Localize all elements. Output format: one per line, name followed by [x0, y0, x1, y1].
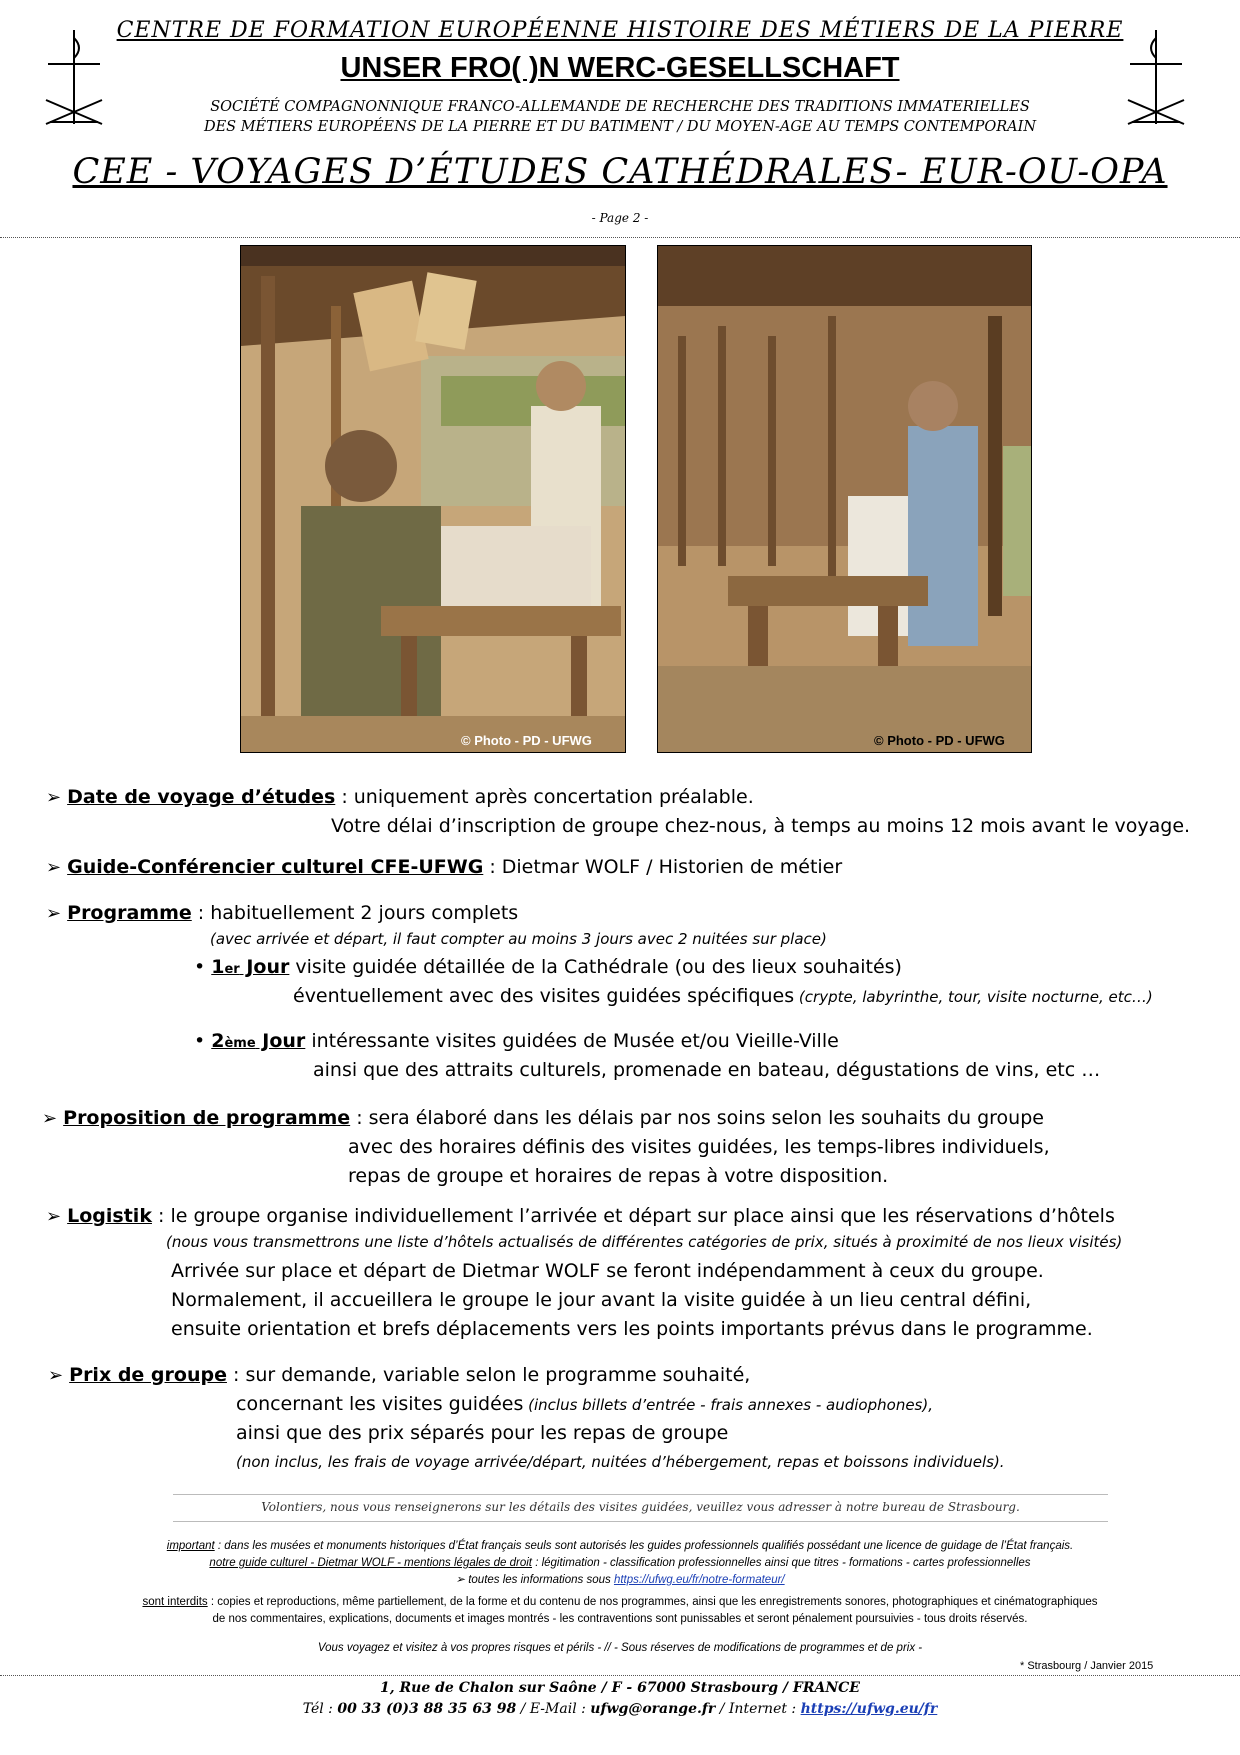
date-line-2: Votre délai d’inscription de groupe chez-nous, à temps au moins 12 mois avant le voyage.	[331, 815, 1191, 837]
forbidden-note-line-2: de nos commentaires, explications, documents et images montrés - les contraventions sont punissables et seront pénalement poursuivies - tous droits réservés.	[212, 1613, 1028, 1625]
programme-text: : habituellement 2 jours complets	[191, 902, 519, 924]
section-programme	[46, 901, 518, 926]
day-2: • 2ème Jour intéressante visites guidées de Musée et/ou Vieille-Ville	[194, 1030, 839, 1052]
guide-label: Guide-Conférencier culturel CFE-UFWG	[67, 856, 484, 878]
programme-label: Programme	[67, 902, 192, 924]
subtitle-line-2: DES MÉTIERS EUROPÉENS DE LA PIERRE ET DU BATIMENT / DU MOYEN-AGE AU TEMPS CONTEMPORAIN	[203, 119, 1037, 135]
society-name: UNSER FRO( )N WERC-GESELLSCHAFT	[340, 52, 900, 84]
guide-legal-note: notre guide culturel - Dietmar WOLF - mentions légales de droit : légitimation - classification professionnelles ainsi que titres - formations - cartes professionnelles	[209, 1557, 1031, 1569]
arrowhead-bullet-icon: ➢	[455, 1574, 466, 1586]
info-note: ➢ toutes les informations sous https://ufwg.eu/fr/notre-formateur/	[455, 1574, 785, 1586]
logistik-line-4: ensuite orientation et brefs déplacements vers les points importants prévus dans le programme.	[171, 1318, 1093, 1340]
day-1: • 1er Jour visite guidée détaillée de la Cathédrale (ou des lieux souhaités)	[194, 956, 902, 978]
proposition-label: Proposition de programme	[63, 1107, 351, 1129]
day-1-label: 1er Jour	[211, 956, 290, 978]
section-proposition	[42, 1106, 1044, 1131]
date-label: Date de voyage d’études	[67, 786, 336, 808]
prix-line-3: ainsi que des prix séparés pour les repas de groupe	[236, 1422, 729, 1444]
contact-note: Volontiers, nous vous renseignerons sur les détails des visites guidées, veuillez vous adresser à notre bureau de Strasbourg.	[261, 1500, 1020, 1514]
day-2-text: intéressante visites guidées de Musée et/ou Vieille-Ville	[305, 1030, 839, 1052]
arrowhead-bullet-icon: ➢	[46, 903, 62, 924]
logistik-line-3: Normalement, il accueillera le groupe le jour avant la visite guidée à un lieu central défini,	[171, 1289, 1032, 1311]
prix-text: : sur demande, variable selon le programme souhaité,	[226, 1364, 751, 1386]
risk-note: Vous voyagez et visitez à vos propres risques et périls - // - Sous réserves de modifications de programmes et de prix -	[317, 1642, 923, 1654]
formateur-link[interactable]: https://ufwg.eu/fr/notre-formateur/	[613, 1574, 785, 1586]
arrowhead-bullet-icon: ➢	[42, 1108, 58, 1129]
section-date	[46, 785, 754, 810]
prix-line-2: concernant les visites guidées (inclus billets d’entrée - frais annexes - audiophones),	[236, 1393, 933, 1415]
guide-text: : Dietmar WOLF / Historien de métier	[483, 856, 843, 878]
workshop-photo-left	[240, 245, 626, 753]
page-number: - Page 2 -	[591, 211, 649, 225]
day-1-line-2: éventuellement avec des visites guidées spécifiques (crypte, labyrinthe, tour, visite nocturne, etc…)	[293, 985, 1153, 1007]
workshop-photo-right	[657, 245, 1032, 753]
logistik-label: Logistik	[67, 1205, 152, 1227]
proposition-line-2: avec des horaires définis des visites guidées, les temps-libres individuels,	[348, 1136, 1050, 1158]
important-note: important : dans les musées et monuments historiques d’État français seuls sont autorisés les guides professionnels qualifiés possédant une licence de guidage de l’État français.	[166, 1540, 1074, 1552]
day-1-text: visite guidée détaillée de la Cathédrale (ou des lieux souhaités)	[289, 956, 902, 978]
prix-label: Prix de groupe	[69, 1364, 227, 1386]
date-text: : uniquement après concertation préalable.	[335, 786, 754, 808]
subtitle-line-1: SOCIÉTÉ COMPAGNONNIQUE FRANCO-ALLEMANDE DE RECHERCHE DES TRADITIONS IMMATERIELLES	[210, 99, 1030, 115]
section-logistik	[46, 1204, 1115, 1229]
proposition-text: : sera élaboré dans les délais par nos soins selon les souhaits du groupe	[350, 1107, 1044, 1129]
logistik-note: (nous vous transmettrons une liste d’hôtels actualisés de différentes catégories de prix, situés à proximité de nos lieux visités)	[166, 1233, 1123, 1251]
proposition-line-3: repas de groupe et horaires de repas à votre disposition.	[348, 1165, 889, 1187]
address: 1, Rue de Chalon sur Saône / F - 67000 Strasbourg / FRANCE	[380, 1680, 860, 1696]
email-address: ufwg@orange.fr	[590, 1701, 716, 1717]
section-prix	[48, 1363, 750, 1388]
date-note: * Strasbourg / Janvier 2015	[1020, 1660, 1154, 1672]
day-2-label: 2ème Jour	[211, 1030, 306, 1052]
arrowhead-bullet-icon: ➢	[46, 787, 62, 808]
website-link[interactable]: https://ufwg.eu/fr	[800, 1701, 938, 1717]
arrowhead-bullet-icon: ➢	[46, 857, 62, 878]
forbidden-note: sont interdits : copies et reproductions, même partiellement, de la forme et du contenu de nos programmes, ainsi que les enregistrements sonores, photographiques et cinématographiques	[142, 1596, 1098, 1608]
phone-number: 00 33 (0)3 88 35 63 98	[337, 1701, 517, 1717]
main-title: CEE - VOYAGES D’ÉTUDES CATHÉDRALES- EUR-OU-OPA	[72, 152, 1168, 192]
photo-credit-left: © Photo - PD - UFWG	[461, 733, 592, 748]
arrowhead-bullet-icon: ➢	[46, 1206, 62, 1227]
contact-line: Tél : 00 33 (0)3 88 35 63 98 / E-Mail : ufwg@orange.fr / Internet : https://ufwg.eu/fr	[302, 1701, 938, 1717]
day-2-line-2: ainsi que des attraits culturels, promenade en bateau, dégustations de vins, etc …	[313, 1059, 1101, 1081]
logistik-text: : le groupe organise individuellement l’arrivée et départ sur place ainsi que les réservations d’hôtels	[151, 1205, 1115, 1227]
section-guide	[46, 855, 842, 880]
arrowhead-bullet-icon: ➢	[48, 1365, 64, 1386]
programme-note: (avec arrivée et départ, il faut compter au moins 3 jours avec 2 nuitées sur place)	[210, 930, 827, 948]
photo-credit-right: © Photo - PD - UFWG	[874, 733, 1005, 748]
header-divider	[0, 237, 1240, 238]
org-line: CENTRE DE FORMATION EUROPÉENNE HISTOIRE DES MÉTIERS DE LA PIERRE	[116, 18, 1124, 43]
logistik-line-2: Arrivée sur place et départ de Dietmar WOLF se feront indépendamment à ceux du groupe.	[171, 1260, 1044, 1282]
prix-line-4: (non inclus, les frais de voyage arrivée/départ, nuitées d’hébergement, repas et boissons individuels).	[236, 1453, 1005, 1471]
